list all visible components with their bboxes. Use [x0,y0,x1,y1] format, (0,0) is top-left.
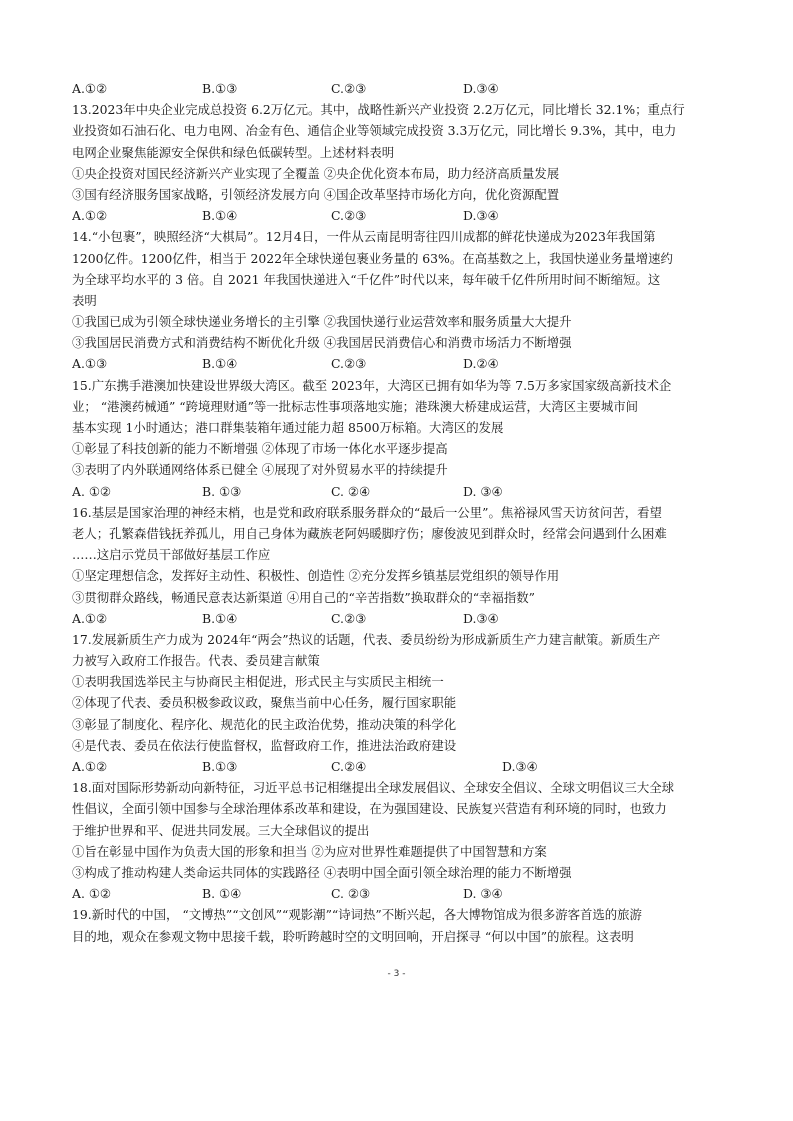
question-stem-line: 14.“小包裹”，映照经济“大棋局”。12月4日，一件从云南昆明寄往四川成都的鲜花快递成为2023年我国第 [72,229,656,245]
question-13 [72,99,724,226]
question-stem-line: 1200亿件。1200亿件，相当于 2022年全球快递包裹业务量的 63%。在高基数之上，我国快递业务量增速约 [72,250,673,266]
option-c: C. ②③ [331,886,371,902]
statement-line: ①旨在彰显中国作为负责大国的形象和担当 ②为应对世界性难题提供了中国智慧和方案 [72,843,547,859]
statement-line: ④是代表、委员在依法行使监督权，监督政府工作，推进法治政府建设 [72,737,457,753]
option-d: D. ③④ [463,886,503,902]
statement-line: ①彰显了科技创新的能力不断增强 ②体现了市场一体化水平逐步提高 [72,441,448,457]
statement-line: ①坚定理想信念，发挥好主动性、积极性、创造性 ②充分发挥乡镇基层党组织的领导作用 [72,568,560,584]
statement-line: ③国有经济服务国家战略，引领经济发展方向 ④国企改革坚持市场化方向，优化资源配置 [72,186,560,202]
question-stem-line: 业； “港澳药械通” “跨境理财通”等一批标志性事项落地实施；港珠澳大桥建成运营，大湾区主要城市间 [72,398,639,414]
option-b: B.①④ [202,208,238,224]
option-a: A.①③ [72,356,108,372]
question-14 [72,226,724,374]
statement-line: ③贯彻群众路线，畅通民意表达新渠道 ④用自己的“辛苦指数”换取群众的“幸福指数” [72,589,535,605]
question-stem-line: 19.新时代的中国， “文博热”“文创风”“观影潮”“诗词热”不断兴起，各大博物馆成为很多游客首选的旅游 [72,907,642,923]
question-stem-line: 力被写入政府工作报告。代表、委员建言献策 [72,653,320,669]
question-stem-line: 性倡议，全面引领中国参与全球治理体系改革和建设，在为强国建设、民族复兴营造有利环境的同时，也致力 [72,801,667,817]
q18-options [72,883,724,904]
question-stem-line: 13.2023年中央企业完成总投资 6.2万亿元。其中，战略性新兴产业投资 2.2万亿元，同比增长 32.1%；重点行 [72,102,685,118]
statement-line: ③彰显了制度化、程序化、规范化的民主政治优势，推动决策的科学化 [72,716,457,732]
statement-line: ③表明了内外联通网络体系已健全 ④展现了对外贸易水平的持续提升 [72,462,448,478]
option-b: B. ①③ [202,483,242,499]
option-d: D. ③④ [463,483,503,499]
question-16 [72,502,724,629]
question-15 [72,375,724,502]
question-stem-line: 18.面对国际形势新动向新特征，习近平总书记相继提出全球发展倡议、全球安全倡议、全球文明倡议三大全球 [72,780,675,796]
question-stem-line: 为全球平均水平的 3 倍。自 2021 年我国快递进入“千亿件”时代以来，每年破千亿件所用时间不断缩短。这 [72,271,661,287]
statement-line: ①表明我国选举民主与协商民主相促进，形式民主与实质民主相统一 [72,674,444,690]
page-number: - 3 - [387,969,406,979]
option-d: D.③④ [463,208,499,224]
option-d: D.②④ [463,356,499,372]
option-b: B.①④ [202,356,238,372]
statement-line: ③我国居民消费方式和消费结构不断优化升级 ④我国居民消费信心和消费市场活力不断增强 [72,335,572,351]
question-stem-line: 15.广东携手港澳加快建设世界级大湾区。截至 2023年，大湾区已拥有如华为等 7.5万多家国家级高新技术企 [72,377,672,393]
option-d: D.③④ [463,610,499,626]
q12-options [72,78,724,99]
option-a: A.①② [72,208,108,224]
option-b: B.①③ [202,759,238,774]
option-b: B.①④ [202,610,238,626]
statement-line: ①央企投资对国民经济新兴产业实现了全覆盖 ②央企优化资本布局，助力经济高质量发展 [72,165,560,181]
option-a: A. ①② [72,886,112,902]
option-b: B.①③ [202,81,238,96]
question-stem-line: 17.发展新质生产力成为 2024年“两会”热议的话题，代表、委员纷纷为形成新质生产力建言献策。新质生产 [72,631,661,647]
option-a: A. ①② [72,483,112,499]
option-d: D.③④ [463,81,499,96]
option-a: A.①② [72,610,108,626]
option-c: C.②③ [331,81,367,96]
question-stem-line: 目的地，观众在参观文物中思接千载，聆听跨越时空的文明回响，开启探寻 “何以中国”的旅程。这表明 [72,928,634,944]
q17-options [72,756,724,777]
question-stem-line: 16.基层是国家治理的神经末梢，也是党和政府联系服务群众的“最后一公里”。焦裕禄风雪天访贫问苦，看望 [72,504,662,520]
option-b: B. ①④ [202,886,242,902]
statement-line: ②体现了代表、委员积极参政议政，聚焦当前中心任务，履行国家职能 [72,695,457,711]
question-stem-line: 表明 [72,292,97,308]
q14-options [72,353,724,374]
option-c: C.②③ [331,208,367,224]
option-a: A.①② [72,81,108,96]
statement-line: ③构成了推动构建人类命运共同体的实践路径 ④表明中国全面引领全球治理的能力不断增强 [72,864,572,880]
question-18 [72,777,724,904]
q16-options [72,608,724,629]
option-d: D.③④ [502,759,538,774]
question-stem-line: 业投资如石油石化、电力电网、冶金有色、通信企业等领域完成投资 3.3万亿元，同比增长 9.3%，其中，电力 [72,123,677,139]
q13-options [72,205,724,226]
question-stem-line: 于维护世界和平、促进共同发展。三大全球倡议的提出 [72,822,370,838]
question-17 [72,629,724,777]
q15-options [72,481,724,502]
option-c: C.②④ [331,759,367,774]
statement-line: ①我国已成为引领全球快递业务增长的主引擎 ②我国快递行业运营效率和服务质量大大提升 [72,314,572,330]
exam-page [72,78,724,947]
question-stem-line: ……这启示党员干部做好基层工作应 [72,547,271,563]
question-19 [72,904,724,946]
question-stem-line: 电网企业聚焦能源安全保供和绿色低碳转型。上述材料表明 [72,144,395,160]
option-c: C. ②④ [331,483,371,499]
option-c: C.②③ [331,610,367,626]
question-stem-line: 老人；孔繁森借钱抚养孤儿，用自己身体为藏族老阿妈暖脚疗伤；廖俊波见到群众时，经常会问遇到什么困难 [72,525,667,541]
question-stem-line: 基本实现 1小时通达；港口群集装箱年通过能力超 8500万标箱。大湾区的发展 [72,420,504,435]
option-c: C.②③ [331,356,367,372]
option-a: A.①② [72,759,108,774]
